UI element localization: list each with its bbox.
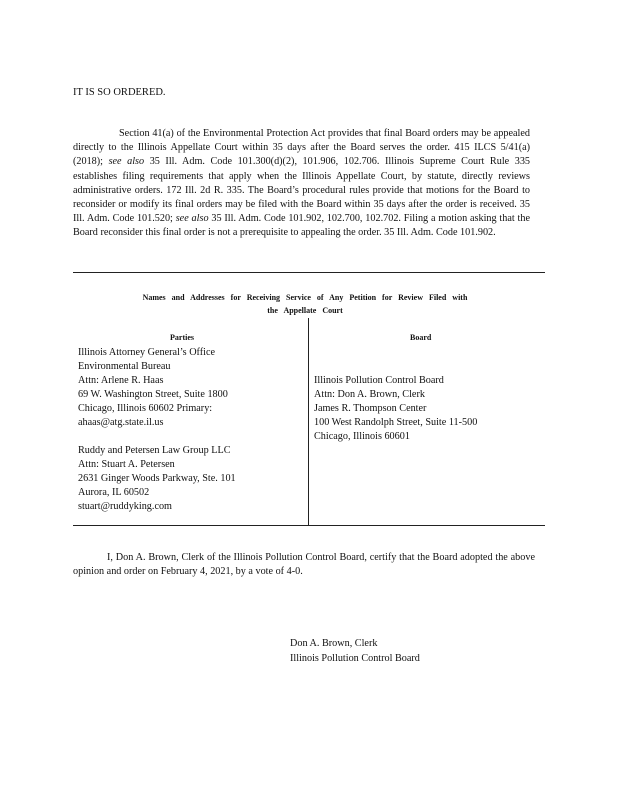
address-line: 2631 Ginger Woods Parkway, Ste. 101 <box>78 473 236 484</box>
clerk-certification: I, Don A. Brown, Clerk of the Illinois Pollution Control Board, certify that the Board adopted the above opinion and order on February 4, 2021, by a vote of 4-0. <box>73 552 535 577</box>
address-line: Illinois Attorney General’s Office <box>78 347 216 358</box>
see-also-1: see also <box>108 156 145 168</box>
party-address-ruddy <box>78 444 303 514</box>
see-also-2: see also <box>175 213 209 225</box>
address-line: 100 West Randolph Street, Suite 11-500 <box>314 417 478 428</box>
signature-org: Illinois Pollution Control Board <box>290 653 420 664</box>
service-table-title: Names and Addresses for Receiving Service of Any Petition for Review Filed with the Appellate Court <box>142 293 468 315</box>
paragraph-text-3: 35 Ill. Adm. Code 101.902, 102.700, 102.702. Filing a motion asking that the Board reconsider this final order is not a prerequisite to appealing the order. 35 Ill. Adm. Code 101.902. <box>73 213 530 239</box>
address-line: 69 W. Washington Street, Suite 1800 <box>78 389 228 400</box>
address-line: Illinois Pollution Control Board <box>314 375 444 386</box>
board-address <box>314 374 539 444</box>
address-line: Aurora, IL 60502 <box>78 487 150 498</box>
appeal-rights-paragraph <box>73 127 530 241</box>
order-heading: IT IS SO ORDERED. <box>73 87 166 98</box>
address-line: Attn: Arlene R. Haas <box>78 375 164 386</box>
address-line: Attn: Don A. Brown, Clerk <box>314 389 425 400</box>
address-line: Chicago, Illinois 60602 Primary: <box>78 403 213 414</box>
party-address-ag <box>78 346 303 430</box>
board-header: Board <box>410 333 432 342</box>
column-divider <box>308 318 309 525</box>
signature-name: Don A. Brown, Clerk <box>290 638 378 649</box>
email-link[interactable]: ahaas@atg.state.il.us <box>78 417 164 428</box>
parties-header: Parties <box>170 333 194 342</box>
address-line: Chicago, Illinois 60601 <box>314 431 410 442</box>
signature-block <box>290 636 420 666</box>
address-line: Attn: Stuart A. Petersen <box>78 459 175 470</box>
table-bottom-rule <box>73 525 545 526</box>
address-line: James R. Thompson Center <box>314 403 427 414</box>
table-top-rule <box>73 272 545 273</box>
paragraph-text-1: Section 41(a) of the Environmental Protection Act provides that final Board orders may be appealed directly to the Illinois Appellate Court within 35 days after the Board serves the order. 415 ILCS 5/41(a) (2018); <box>73 128 530 168</box>
address-line: Ruddy and Petersen Law Group LLC <box>78 445 231 456</box>
paragraph-text-2: 35 Ill. Adm. Code 101.300(d)(2), 101.906, 102.706. Illinois Supreme Court Rule 335 establishes filing requirements that apply when the Illinois Appellate Court, by statute, directly reviews administrative orders. 172 Ill. 2d R. 335. The Board’s procedural rules provide that motions for the Board to reconsider or modify its final orders may be filed with the Board within 35 days after the order is received. 35 Ill. Adm. Code 101.520; <box>73 156 531 225</box>
email-link[interactable]: stuart@ruddyking.com <box>78 501 172 512</box>
address-line: Environmental Bureau <box>78 361 171 372</box>
